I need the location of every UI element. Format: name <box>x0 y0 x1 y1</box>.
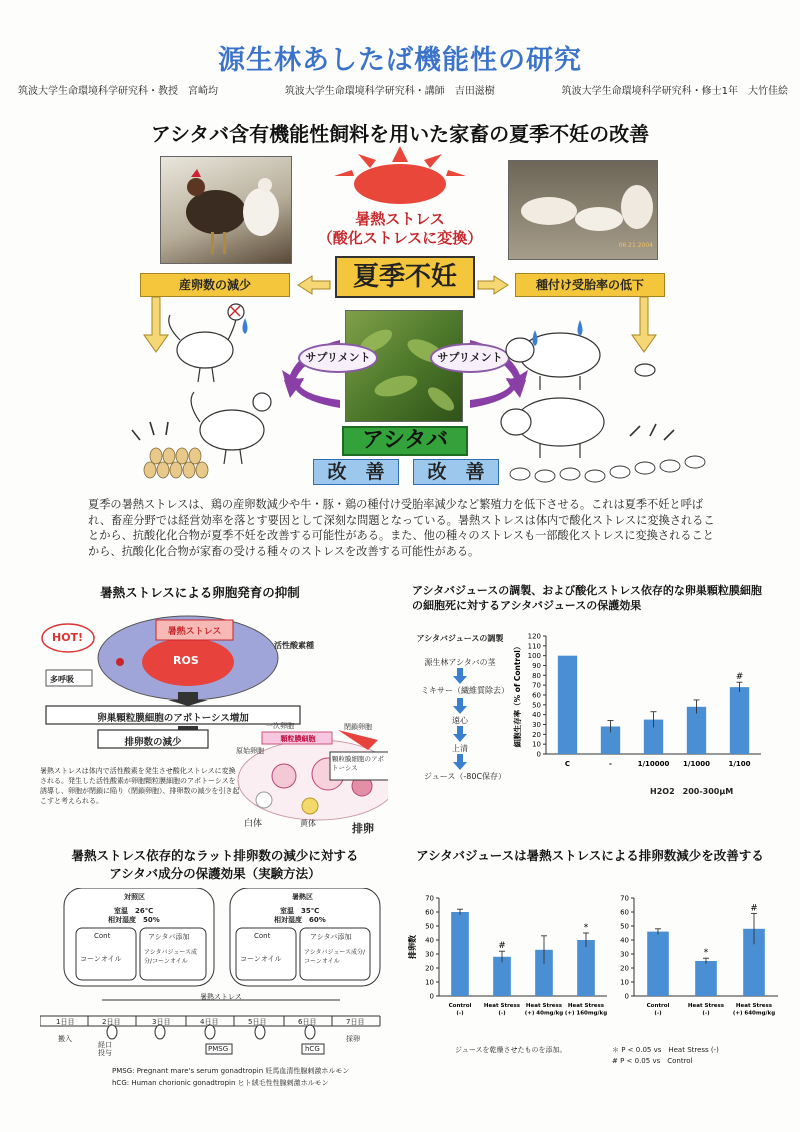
y-tick-label: 40 <box>425 936 434 945</box>
y-tick-label: 90 <box>532 662 541 670</box>
hot-label: HOT! <box>52 631 84 644</box>
category-label: 1/10000 <box>637 760 670 768</box>
white-body-label: 白体 <box>244 819 263 829</box>
granulosa-apoptosis-label: 顆粒膜細胞のアポトーシス <box>332 755 384 772</box>
heat-temp: 室温 35℃ <box>280 907 320 915</box>
category-label: 1/1000 <box>683 760 710 768</box>
significance-note-1: ＊ P < 0.05 vs Heat Stress (-) <box>612 1046 719 1054</box>
bar <box>730 687 749 754</box>
juice-prep-flow <box>405 633 525 793</box>
ros-label: ROS <box>173 654 199 667</box>
category-label: (-) <box>456 1010 464 1017</box>
author-3: 筑波大学生命環境科学研究科・修士1年 大竹佳絵 <box>561 86 788 97</box>
bar <box>451 912 469 996</box>
ashitaba-label: アシタバ <box>342 426 468 456</box>
author-1: 筑波大学生命環境科学研究科・教授 宮崎均 <box>18 86 218 97</box>
supplement-left-label: サプリメント <box>298 343 378 373</box>
hcg-note: hCG: Human chorionic gonadtropin ヒト絨毛性性腺刺激ホルモン <box>112 1079 329 1087</box>
y-tick-label: 30 <box>532 721 541 729</box>
category-label: C <box>564 760 571 768</box>
section3-title-line2: アシタバ成分の保護効果（実験方法） <box>109 866 321 881</box>
y-tick-label: 110 <box>527 642 541 651</box>
category-label: (+) 160mg/kg <box>564 1010 608 1017</box>
category-label: - <box>609 760 612 768</box>
yellow-body-label: 黄体 <box>300 819 316 828</box>
closed-follicle-label: 閉鎖卵胞 <box>344 723 372 731</box>
y-tick-label: 120 <box>527 632 541 641</box>
section3-title-line1: 暑熱ストレス依存的なラット排卵数の減少に対する <box>71 848 359 863</box>
y-axis-label: 細胞生存率（% of Control） <box>513 642 522 748</box>
breathing-label: 多呼吸 <box>50 675 74 684</box>
y-tick-label: 30 <box>620 950 629 959</box>
section1-caption: 暑熱ストレスは体内で活性酸素を発生させ酸化ストレスに変換される。発生した活性酸素が卵胞顆粒膜細胞のアポトーシスを誘導し、卵胞が閉鎖に陥り（閉鎖卵胞）、排卵数の減少を引き起こすと考えられる。 <box>40 767 240 805</box>
significance-marker: # <box>498 941 506 952</box>
category-label: Control <box>448 1003 472 1009</box>
prep-step-4: 上清 <box>452 744 468 753</box>
poster-subtitle: アシタバ含有機能性飼料を用いた家畜の夏季不妊の改善 <box>150 122 650 146</box>
heat-cont-label: Cont <box>254 932 271 940</box>
y-tick-label: 100 <box>527 652 541 661</box>
category-label: Heat Stress <box>567 1003 605 1009</box>
stress-line-2: （酸化ストレスに変換） <box>317 229 483 247</box>
heat-group-label: 暑熱区 <box>292 893 313 901</box>
prep-step-3: 遠心 <box>452 716 468 725</box>
collect-label: 採卵 <box>346 1035 360 1043</box>
section3-title <box>40 846 390 882</box>
improve-left-label: 改 善 <box>313 459 399 485</box>
control-cont-label: Cont <box>94 932 111 940</box>
bar <box>558 656 577 754</box>
chart0-xlabel: H2O2 200-300μM <box>650 787 734 796</box>
bar <box>493 957 511 996</box>
y-axis-label: 排卵数 <box>408 935 417 959</box>
y-tick-label: 60 <box>532 691 541 700</box>
intake-label: 搬入 <box>58 1035 72 1043</box>
prep-step-1: 源生林アシタバの茎 <box>424 658 496 667</box>
control-temp: 室温 26℃ <box>114 907 154 915</box>
cell-viability-chart <box>510 628 770 803</box>
apoptosis-increase-label: 卵巣顆粒膜細胞のアポトーシス増加 <box>97 713 249 724</box>
ovulation-chart-low-dose <box>405 890 610 1030</box>
category-label: Heat Stress <box>735 1003 773 1009</box>
prep-step-5: ジュース（-80C保存） <box>423 772 507 781</box>
category-label: Heat Stress <box>525 1003 563 1009</box>
y-tick-label: 10 <box>532 740 541 749</box>
significance-marker: * <box>583 923 589 933</box>
primary-follicle-label: 一次卵胞 <box>266 722 294 730</box>
heat-stress-period: 暑熱ストレス <box>200 993 242 1001</box>
poster-title: 源生林あしたば機能性の研究 <box>218 45 582 76</box>
control-group-label: 対照区 <box>124 893 145 901</box>
significance-marker: * <box>703 948 709 959</box>
summer-infertility-label: 夏季不妊 <box>335 256 475 298</box>
heat-stress-tag: 暑熱ストレス <box>167 627 222 637</box>
y-tick-label: 50 <box>425 922 434 931</box>
day-2: 2日目 <box>102 1018 121 1026</box>
bar <box>647 932 669 996</box>
day-1: 1日目 <box>56 1018 75 1026</box>
y-tick-label: 10 <box>425 978 434 987</box>
y-tick-label: 70 <box>425 894 434 903</box>
day-6: 6日目 <box>298 1018 317 1026</box>
hcg-label: hCG <box>305 1045 320 1053</box>
egg-decrease-label: 産卵数の減少 <box>140 273 290 297</box>
author-list <box>18 82 788 97</box>
category-label: (+) 40mg/kg <box>524 1010 564 1017</box>
control-humidity: 相対湿度 50% <box>108 916 160 924</box>
primordial-follicle-label: 原始卵胞 <box>236 747 264 755</box>
y-tick-label: 70 <box>620 894 629 903</box>
prep-arrows <box>451 666 469 776</box>
y-tick-label: 0 <box>624 992 629 1001</box>
y-tick-label: 0 <box>429 992 434 1001</box>
category-label: (+) 640mg/kg <box>732 1010 776 1017</box>
summary-diagram <box>0 140 800 490</box>
day-5: 5日目 <box>248 1018 267 1026</box>
day-7: 7日目 <box>346 1018 365 1026</box>
day-3: 3日目 <box>152 1018 171 1026</box>
y-tick-label: 20 <box>425 964 434 973</box>
control-corn-oil: コーンオイル <box>80 955 122 963</box>
bar <box>577 940 595 996</box>
significance-note-2: # P < 0.05 vs Control <box>612 1057 693 1065</box>
category-label: Heat Stress <box>483 1003 521 1009</box>
improve-right-label: 改 善 <box>413 459 499 485</box>
ovulation-decrease-label: 排卵数の減少 <box>124 737 182 748</box>
pmsg-note: PMSG: Pregnant mare's serum gonadtropin 妊馬血清性腺刺激ホルモン <box>112 1067 350 1075</box>
category-label: Heat Stress <box>687 1003 725 1009</box>
photo-timestamp: 06.21.2004 <box>618 242 653 249</box>
category-label: 1/100 <box>728 760 751 768</box>
granulosa-label: 顆粒膜細胞 <box>280 735 316 743</box>
ovulation-chart-high-dose <box>612 890 782 1030</box>
y-tick-label: 30 <box>425 950 434 959</box>
category-label: Control <box>646 1003 670 1009</box>
bar <box>695 961 717 996</box>
significance-marker: # <box>750 903 758 914</box>
heat-corn-oil: コーンオイル <box>240 955 282 963</box>
y-tick-label: 80 <box>532 671 541 680</box>
heat-ashitaba-label: アシタバ添加 <box>310 933 352 941</box>
y-tick-label: 40 <box>620 936 629 945</box>
y-tick-label: 60 <box>425 908 434 917</box>
supplement-right-label: サプリメント <box>430 343 510 373</box>
y-tick-label: 60 <box>620 908 629 917</box>
y-tick-label: 10 <box>620 978 629 987</box>
heat-juice-component: アシタバジュース成分/コーンオイル <box>304 949 366 965</box>
active-oxygen-label: 活性酸素種 <box>274 641 314 650</box>
oral-label: 経口投与 <box>98 1041 112 1057</box>
y-tick-label: 20 <box>532 730 541 739</box>
control-juice-component: アシタバジュース成分/コーンオイル <box>144 949 198 965</box>
section1-title: 暑熱ストレスによる卵胞発育の抑制 <box>100 585 300 600</box>
conception-decrease-label: 種付け受胎率の低下 <box>515 273 665 297</box>
y-tick-label: 40 <box>532 711 541 720</box>
experiment-diagram <box>40 888 400 1088</box>
bar <box>687 707 706 754</box>
y-tick-label: 50 <box>532 701 541 710</box>
intro-paragraph: 夏季の暑熱ストレスは、鶏の産卵数減少や牛・豚・鶏の種付け受胎率減少など繁殖力を低下させる。これは夏季不妊と呼ばれ、畜産分野では経営効率を落とす要因として深刻な問題となっている。暑熱ストレスは体内で酸化ストレスに変換されることから、抗酸化化合物が夏季不妊を改善する可能性がある。また、他の種々のストレスも一部酸化ストレスに変換されることから、抗酸化化合物が家畜の受ける種々のストレスを改善する可能性がある。 <box>88 498 715 558</box>
control-ashitaba-label: アシタバ添加 <box>148 933 190 941</box>
heat-humidity: 相対湿度 60% <box>274 916 326 924</box>
y-tick-label: 20 <box>620 964 629 973</box>
y-tick-label: 0 <box>536 750 541 759</box>
category-label: (-) <box>702 1010 710 1017</box>
animal-illustrations <box>0 140 800 490</box>
significance-marker: # <box>735 672 744 683</box>
ovulation-label: 排卵 <box>352 822 374 835</box>
pmsg-label: PMSG <box>208 1045 229 1053</box>
prep-title: アシタバジュースの調製 <box>416 634 504 643</box>
author-2: 筑波大学生命環境科学研究科・講師 吉田滋樹 <box>284 86 495 97</box>
day-4: 4日目 <box>200 1018 219 1026</box>
section2-title: アシタバジュースの調製、および酸化ストレス依存的な卵巣顆粒膜細胞の細胞死に対するアシタバジュースの保護効果 <box>412 584 762 612</box>
stress-line-1: 暑熱ストレス <box>355 210 445 228</box>
section4-title: アシタバジュースは暑熱ストレスによる排卵数減少を改善する <box>416 848 764 863</box>
dry-juice-note: ジュースを乾燥させたものを添加。 <box>455 1046 567 1054</box>
category-label: (-) <box>654 1010 662 1017</box>
category-label: (-) <box>498 1010 506 1017</box>
y-tick-label: 50 <box>620 922 629 931</box>
y-tick-label: 70 <box>532 681 541 690</box>
prep-step-2: ミキサー（繊維質除去） <box>421 686 509 695</box>
